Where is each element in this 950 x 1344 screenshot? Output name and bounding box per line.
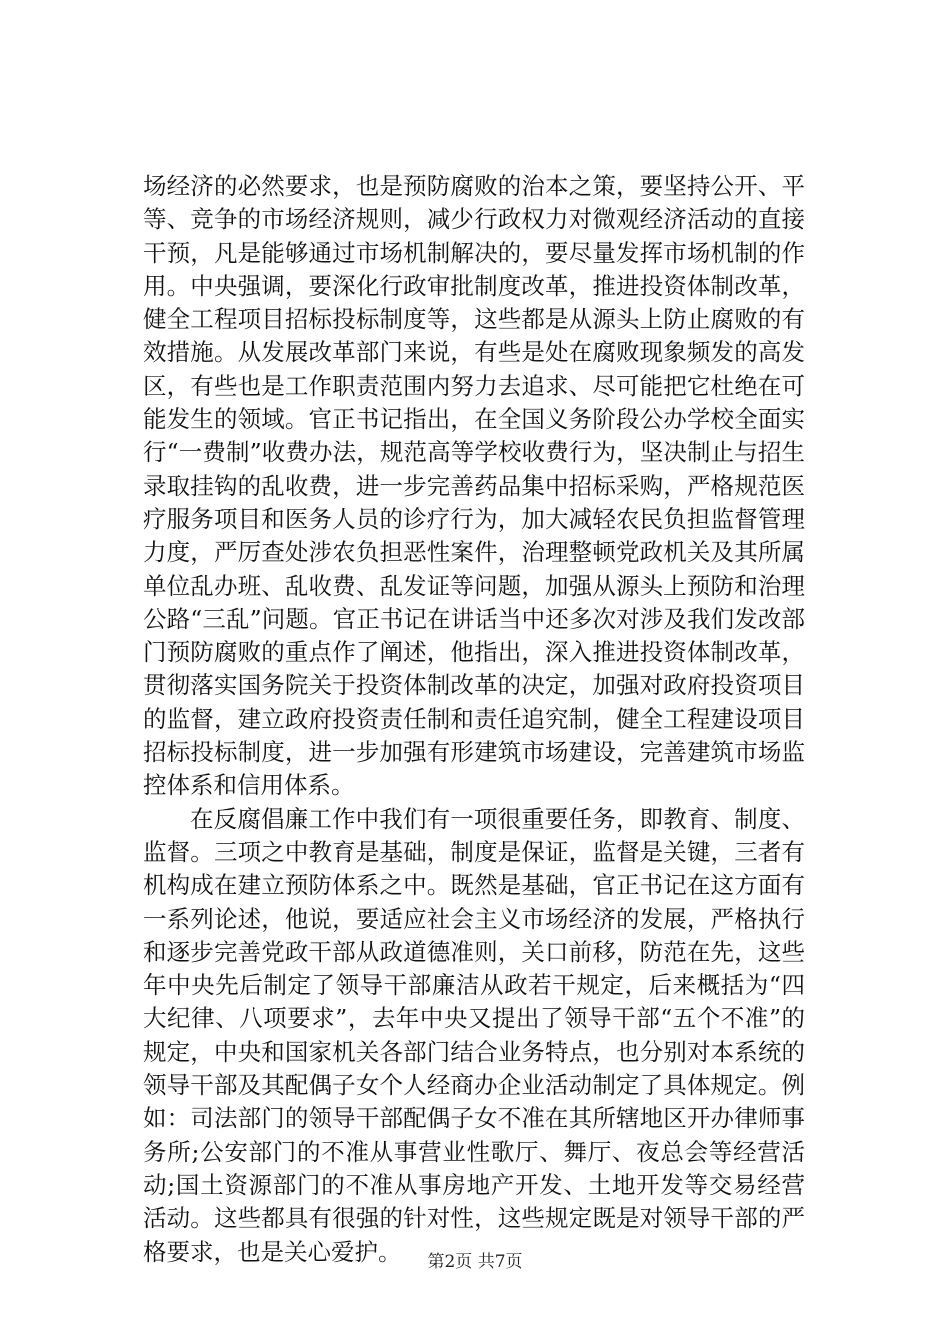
page-footer: 第2页 共7页 — [427, 1252, 523, 1272]
document-body — [143, 170, 805, 1269]
paragraph-continued: 场经济的必然要求，也是预防腐败的治本之策，要坚持公开、平等、竞争的市场经济规则，减少行政权力对微观经济活动的直接干预，凡是能够通过市场机制解决的，要尽量发挥市场机制的作用。中央强调，要深化行政审批制度改革，推进投资体制改革，健全工程项目招标投标制度等，这些都是从源头上防止腐败的有效措施。从发展改革部门来说，有些是处在腐败现象频发的高发区，有些也是工作职责范围内努力去追求、尽可能把它杜绝在可能发生的领域。官正书记指出，在全国义务阶段公办学校全面实行“一费制”收费办法，规范高等学校收费行为，坚决制止与招生录取挂钩的乱收费，进一步完善药品集中招标采购，严格规范医疗服务项目和医务人员的诊疗行为，加大减轻农民负担监督管理力度，严厉查处涉农负担恶性案件，治理整顿党政机关及其所属单位乱办班、乱收费、乱发证等问题，加强从源头上预防和治理公路“三乱”问题。官正书记在讲话当中还多次对涉及我们发改部门预防腐败的重点作了阐述，他指出，深入推进投资体制改革，贯彻落实国务院关于投资体制改革的决定，加强对政府投资项目的监督，建立政府投资责任制和责任追究制，健全工程建设项目招标投标制度，进一步加强有形建筑市场建设，完善建筑市场监控体系和信用体系。 — [143, 172, 805, 800]
paragraph-anti-corruption: 在反腐倡廉工作中我们有一项很重要任务，即教育、制度、监督。三项之中教育是基础，制度是保证，监督是关键，三者有机构成在建立预防体系之中。既然是基础，官正书记在这方面有一系列论述，他说，要适应社会主义市场经济的发展，严格执行和逐步完善党政干部从政道德准则，关口前移，防范在先，这些年中央先后制定了领导干部廉洁从政若干规定，后来概括为“四大纪律、八项要求”，去年中央又提出了领导干部“五个不准”的规定，中央和国家机关各部门结合业务特点，也分别对本系统的领导干部及其配偶子女个人经商办企业活动制定了具体规定。例如：司法部门的领导干部配偶子女不准在其所辖地区开办律师事务所;公安部门的不准从事营业性歌厅、舞厅、夜总会等经营活动;国土资源部门的不准从事房地产开发、土地开发等交易经营活动。这些都具有很强的针对性，这些规定既是对领导干部的严格要求，也是关心爱护。 — [143, 804, 805, 1266]
